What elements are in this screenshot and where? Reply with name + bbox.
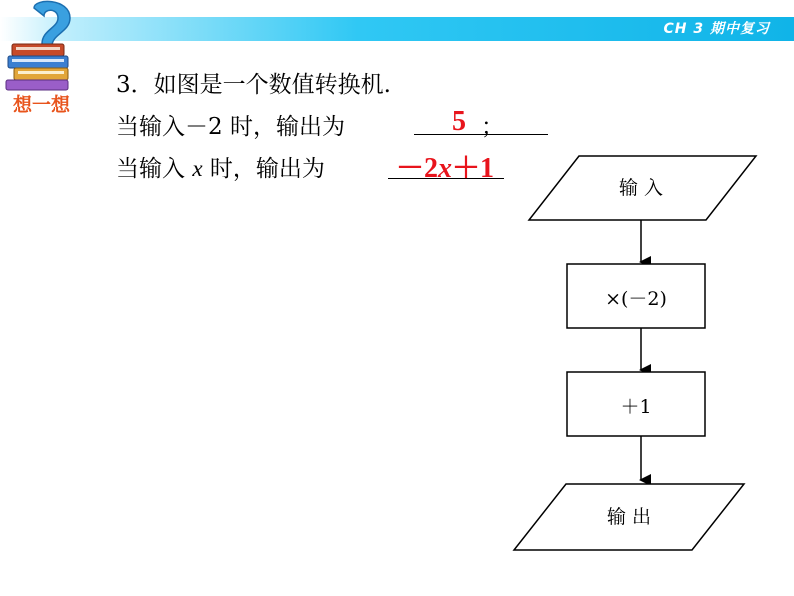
question-line-1: 3．如图是一个数值转换机. <box>116 72 391 98</box>
add-step-label: ＋1 <box>620 396 652 418</box>
answer-blank-1 <box>414 134 548 135</box>
question-var-x: x <box>192 156 203 181</box>
answer-2-part-b: ＋1 <box>452 153 495 184</box>
logo-label: 想一想 <box>13 94 71 116</box>
answer-2-part-a: －2 <box>396 153 439 184</box>
question-line-2 <box>116 108 504 141</box>
multiply-step-label: ×(－2) <box>605 288 667 310</box>
question-line-3 <box>116 150 325 183</box>
question-line-2-suffix: ； <box>480 114 504 140</box>
logo <box>0 0 96 120</box>
question-line-2-prefix: 当输入－2 时，输出为 <box>116 114 345 140</box>
output-label: 输 出 <box>606 506 652 528</box>
flowchart <box>500 150 760 560</box>
answer-2-var: x <box>438 153 453 184</box>
chapter-title: CH 3 期中复习 <box>663 21 770 37</box>
question-line-3-prefix-a: 当输入 <box>116 156 193 182</box>
input-label: 输 入 <box>618 177 664 199</box>
answer-2 <box>396 146 494 186</box>
question-line-3-prefix-b: 时，输出为 <box>202 156 325 182</box>
answer-1: 5 <box>452 106 466 137</box>
